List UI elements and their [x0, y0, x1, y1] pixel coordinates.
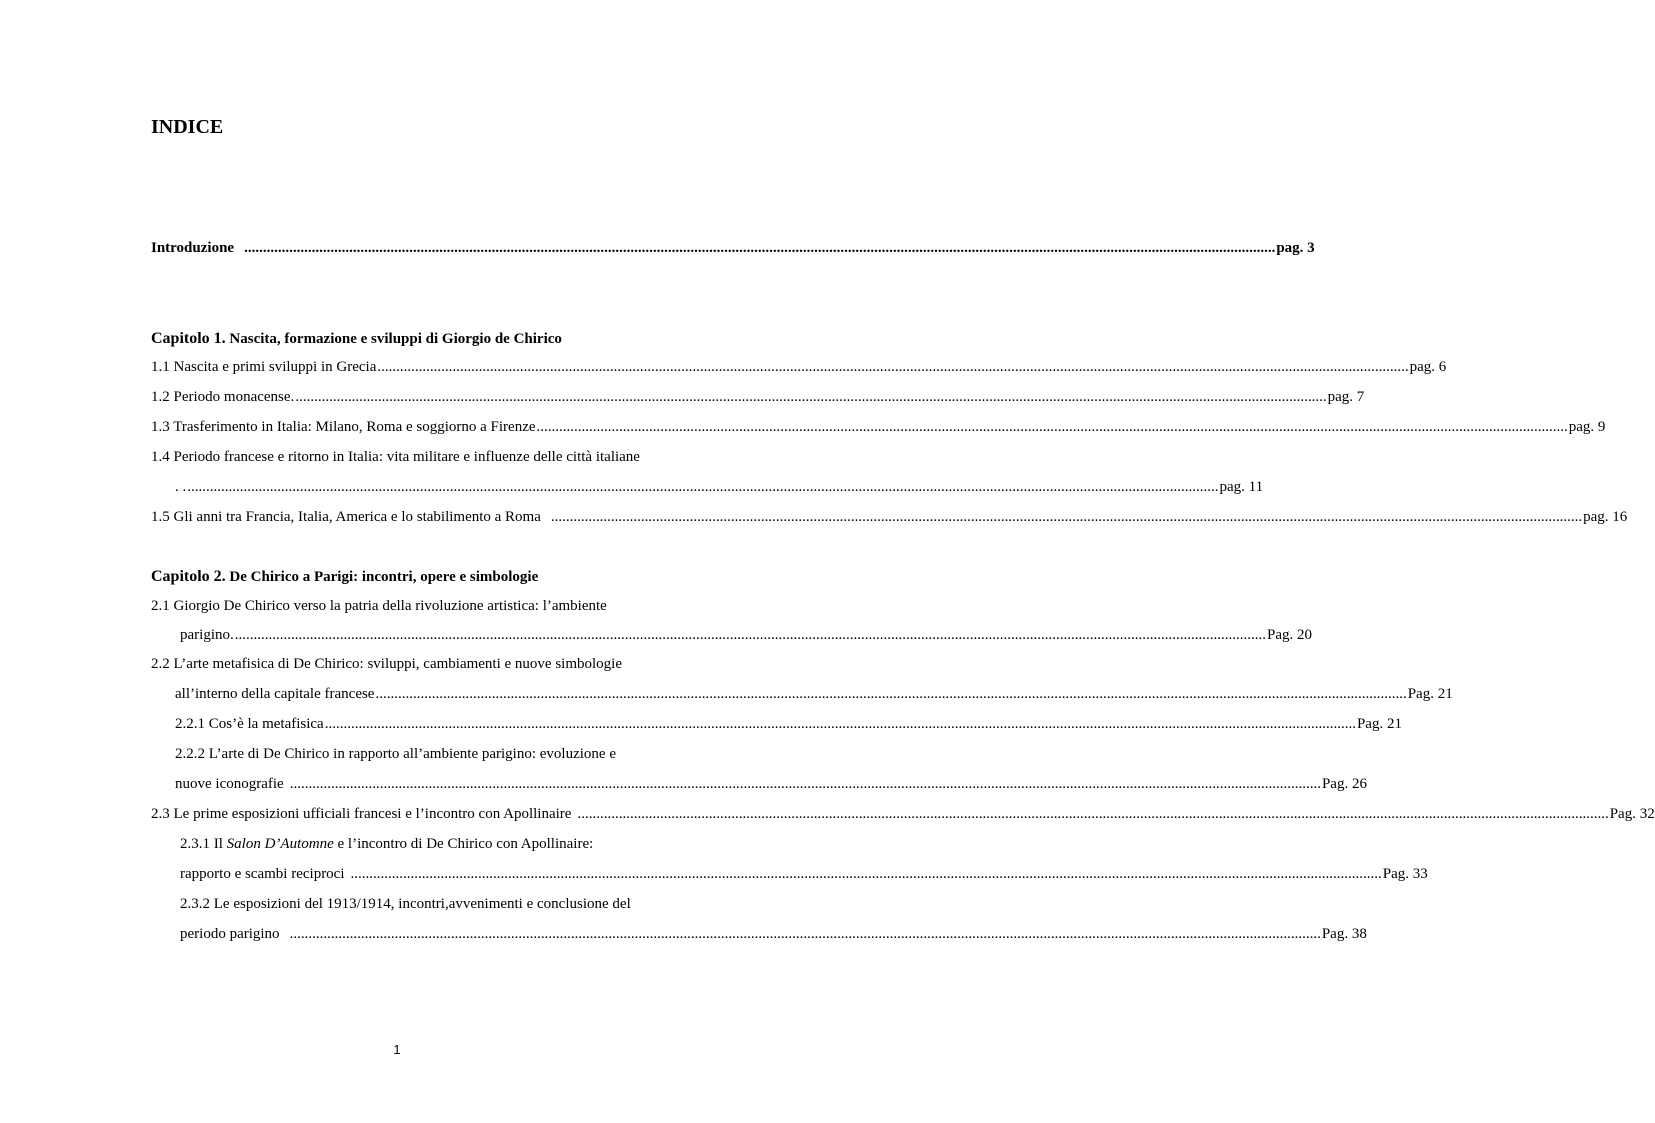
toc-entry-2-2-label[interactable]: 2.2 L’arte metafisica di De Chirico: sviluppi, cambiamenti e nuove simbologie [151, 656, 622, 672]
toc-entry-continuation: . . [175, 479, 187, 495]
dot-leader: ................................................................................................................................................................................................................................................................................... [187, 479, 1219, 495]
toc-entry-continuation: all’interno della capitale francese [175, 686, 375, 702]
dot-leader: ................................................................................................................................................................................................................................................................................... [377, 359, 1409, 375]
toc-entry-1-3[interactable] [151, 419, 1606, 436]
toc-entry-label: 1.5 Gli anni tra Francia, Italia, America e lo stabilimento a Roma [151, 509, 541, 525]
toc-page-number: Pag. 33 [1382, 866, 1428, 882]
toc-entry-label-italic: Salon D’Automne [226, 836, 334, 852]
dot-leader: ................................................................................................................................................................................................................................................................................... [350, 866, 1382, 882]
dot-leader: ................................................................................................................................................................................................................................................................................... [324, 716, 1356, 732]
dot-leader: ................................................................................................................................................................................................................................................................................... [375, 686, 1407, 702]
toc-entry-2-3-1[interactable] [180, 866, 1428, 883]
toc-entry-2-2-2[interactable] [175, 776, 1367, 793]
toc-entry-2-1[interactable] [180, 627, 1312, 644]
toc-entry-2-2[interactable] [175, 686, 1453, 703]
toc-entry-label: 1.1 Nascita e primi sviluppi in Grecia [151, 359, 377, 375]
toc-entry-1-1[interactable] [151, 359, 1447, 376]
toc-page-number: Pag. 26 [1321, 776, 1367, 792]
toc-entry-2-3-2[interactable] [180, 926, 1367, 943]
page-number: 1 [393, 1042, 401, 1057]
toc-entry-1-4-label[interactable]: 1.4 Periodo francese e ritorno in Italia: vita militare e influenze delle città italiane [151, 449, 640, 465]
toc-entry-2-3-2-label[interactable]: 2.3.2 Le esposizioni del 1913/1914, incontri,avvenimenti e conclusione del [180, 896, 631, 912]
dot-leader: ................................................................................................................................................................................................................................................................................... [550, 509, 1583, 525]
toc-entry-introduzione[interactable] [151, 240, 1315, 257]
dot-leader: ................................................................................................................................................................................................................................................................................... [289, 926, 1321, 942]
toc-entry-1-5[interactable] [151, 509, 1628, 526]
toc-entry-label: Introduzione [151, 240, 235, 256]
toc-entry-2-3-1-label[interactable] [180, 836, 593, 853]
toc-entry-2-2-1[interactable] [175, 716, 1402, 733]
toc-page-number: Pag. 38 [1321, 926, 1367, 942]
toc-page-number: pag. 6 [1409, 359, 1447, 375]
toc-page-number: Pag. 21 [1407, 686, 1453, 702]
toc-page-number: pag. 3 [1276, 240, 1315, 256]
toc-entry-label-prefix: 2.3.1 Il [180, 836, 227, 852]
toc-page-number: Pag. 32 [1609, 806, 1655, 822]
toc-page-number: pag. 7 [1327, 389, 1365, 405]
toc-entry-continuation: rapporto e scambi reciproci [180, 866, 345, 882]
toc-entry-continuation: periodo parigino [180, 926, 280, 942]
toc-page-number: pag. 16 [1583, 509, 1628, 525]
toc-entry-2-3[interactable] [151, 806, 1655, 823]
toc-entry-2-2-2-label[interactable]: 2.2.2 L’arte di De Chirico in rapporto all’ambiente parigino: evoluzione e [175, 746, 616, 762]
dot-leader: ................................................................................................................................................................................................................................................................................... [244, 240, 1276, 256]
page-title: INDICE [151, 116, 224, 138]
chapter-label: Capitolo 1. [151, 330, 226, 347]
toc-entry-label: 2.2.1 Cos’è la metafisica [175, 716, 324, 732]
toc-entry-1-2[interactable] [151, 389, 1365, 406]
toc-entry-label: 1.3 Trasferimento in Italia: Milano, Roma e soggiorno a Firenze [151, 419, 536, 435]
chapter-2-heading [151, 568, 538, 586]
toc-entry-continuation: nuove iconografie [175, 776, 284, 792]
dot-leader: ................................................................................................................................................................................................................................................................................... [295, 389, 1327, 405]
dot-leader: ................................................................................................................................................................................................................................................................................... [536, 419, 1568, 435]
chapter-1-heading [151, 330, 562, 348]
toc-page-number: pag. 9 [1568, 419, 1606, 435]
chapter-title: Nascita, formazione e sviluppi di Giorgio de Chirico [225, 331, 562, 347]
chapter-title: De Chirico a Parigi: incontri, opere e simbologie [225, 569, 539, 585]
dot-leader: ................................................................................................................................................................................................................................................................................... [577, 806, 1609, 822]
dot-leader: ................................................................................................................................................................................................................................................................................... [289, 776, 1321, 792]
toc-page-number: pag. 11 [1219, 479, 1264, 495]
toc-page-number: Pag. 21 [1356, 716, 1402, 732]
toc-entry-label: 1.2 Periodo monacense. [151, 389, 295, 405]
toc-entry-label-suffix: e l’incontro di De Chirico con Apollinaire: [333, 836, 594, 852]
toc-entry-1-4[interactable] [175, 479, 1264, 496]
toc-entry-2-1-label[interactable]: 2.1 Giorgio De Chirico verso la patria della rivoluzione artistica: l’ambiente [151, 598, 607, 614]
chapter-label: Capitolo 2. [151, 568, 226, 585]
toc-entry-label: 2.3 Le prime esposizioni ufficiali francesi e l’incontro con Apollinaire [151, 806, 572, 822]
dot-leader: ................................................................................................................................................................................................................................................................................... [234, 627, 1266, 643]
toc-entry-continuation: parigino. [180, 627, 234, 643]
toc-page-number: Pag. 20 [1267, 627, 1312, 643]
